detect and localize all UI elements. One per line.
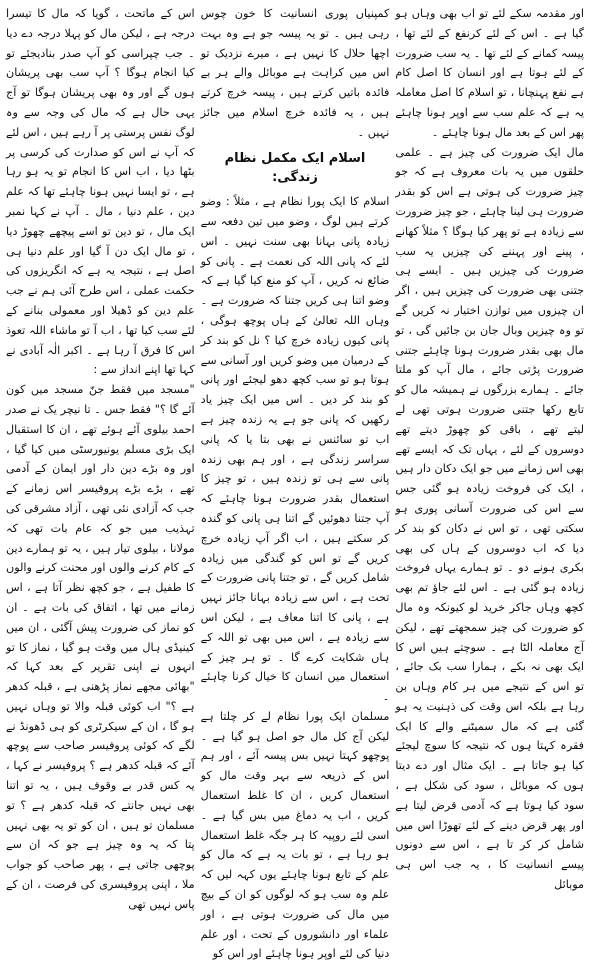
section-heading: اسلام ایک مکمل نظام زندگی: — [224, 150, 366, 186]
paragraph: اسلام کا ایک پورا نظام ہے ، مثلاً : وضو کرتے ہیں لوگ ، وضو میں تین دفعہ سے زیادہ پانی بہانا بھی سنت نہیں ۔ اس لئے کہ پانی اللہ کی نعمت ہے ۔ پانی کو ضائع نہ کریں ، آپ کو منع کیا گیا ہے کہ وضو اتنا ہی کریں جتنا کہ ضرورت ہے ۔ وہاں اللہ تعالیٰ کے ہاں پوچھ ہوگی ، پانی کیوں زیادہ خرچ کیا ؟ نل کو بند کر کے درمیان میں وضو کریں اور آسانی سے ہوتا ہو تو سب کچھ دھو لیجئے اور پانی کو بند کر دیں ۔ اس میں ایک چیز یاد رکھیں کہ پانی جو ہے یہ زندہ چیز ہے اب تو سائنس نے بھی بتا یا کہ پانی سراسر زندگی ہے ، اور ہم بھی زندہ پانی سے ہی تو زندہ ہیں ، تو چیز کا استعمال بقدر ضرورت ہونا چاہئے کہ آپ جتنا دھوئیں گے اتنا ہی پانی کو گندہ کر سکتے ہیں ، اب اگر آپ زیادہ خرچ کریں گے تو اس کو گندگی میں زیادہ شامل کریں گے ، تو جتنا پانی ضرورت کے تحت ہے ، اس سے زیادہ بہانا جائز نہیں ہے ، پانی کا اتنا معاف ہے ، لیکن اس سے زیادہ ہے ، اس میں بھی تو اللہ کے ہاں شکایت کرے گا ۔ تو ہر چیز کے استعمال میں انسان کا خیال کرنا چاہئے ۔ — [200, 195, 390, 704]
text-columns — [5, 4, 584, 961]
paragraph: مسلمان ایک پورا نظام لے کر چلتا ہے لیکن آج کل مال جو اصل ہو گیا ہے ۔ پوچھو کہتا نہیں بس پیسہ آئے ، اور ہم اس کے ذریعہ سے بہر وقت مال کو استعمال کریں ، ان کا غلط استعمال کریں ، اب یہ دماغ میں بس گیا ہے ۔ اسی لئے روپیہ کا ہر جگہ غلط استعمال ہو رہا ہے ، تو بات یہ ہے کہ مال کو علم کے تابع ہونا چاہئے یوں کہہ لیں کہ علم وہ سب ہو کہ لوگوں کو ان کے بیچ میں مال کی ضرورت ہوتی ہے ، اور علماء اور دانشوروں کے تحت ، اور علم دنیا کی لئے اوپر ہونا چاہئے اور اس کو — [200, 709, 390, 961]
column-left — [5, 4, 195, 911]
paragraph: کمپنیاں پوری انسانیت کا خون چوس رہی ہیں ۔ تو یہ پیسہ جو ہے وہ بہت اچھا حلال کا نہیں ہے ، میرے نزدیک تو اس میں کراہت ہے موبائل والے ہر بے فائدہ باتیں کرتے ہیں ، پیسہ خرچ کرتے ہیں ، یہ فائدہ خرچ اسلام میں جائز نہیں ۔ — [200, 7, 390, 139]
paragraph: اور مقدمہ سکے لئے تو اب بھی وہاں ہو گیا ہے ۔ اس کے لئے کرنفع کے لئے تھا ، پیسہ کمانے کے لئے تھا ۔ یہ سب ضرورت کے لئے ہوتا ہے اور انسان کا اصل کام ہے نفع پہنچانا ، تو اسلام کا اصل معاملہ یہ ہے کہ علم سب سے اوپر ہونا چاہئے پھر اس کے بعد مال ہونا چاہئے ۔ — [395, 7, 584, 139]
paragraph: "مسجد میں فقط جنّ مسجد میں کون آئے گا ؟" فقط جس ۔ تا نیچر یک نے صدر احمد بیلوی آئے ہوئے تھے ، ان کا استقبال ایک بڑی مسلم یونیورسٹی میں کیا گیا ، اور وہ بڑے دین دار اور ایمان کے آدمی تھے ، بڑے بڑے پروفیسر اس زمانے کے جب کہ آزادی نئی تھی ، آزاد مشرقی کی تہذیب میں جو کہ عام بات تھی کہ مولانا ، بیلوی تیار ہیں ، یہ تو ہمارے دین کے کام کرنے والوں اور محنت کرنے والوں کا طفیل ہے ، جو کچھ نظر آتا ہے ، اس زمانے میں تھا ، اتفاق کی بات ہے ۔ ان کو نماز کی ضرورت پیش آگئی ، ان میں کینیڈی ہال میں وقت ہو گیا ، نماز کا تو انہوں نے اپنی تقریر کے بعد کہا کہ "بھائی مجھے نماز پڑھنی ہے ، قبلہ کدھر ہے ؟" اب کوئی قبلہ والا تو وہاں نہیں ہو گا ، ان کے سیکرٹری کو ہی ڈھونڈ نے لگے کہ کوئی پروفیسر صاحب سے پوچھ آئے کہ قبلہ کدھر ہے ؟ پروفیسر نے کہا ، یہ کس قدر بے وقوف ہیں ، یہ تو اتنا بھی نہیں جانتے کہ قبلہ کدھر ہے ؟ تو مسلمان تو ہیں ، ان کو تو یہ بھی نہیں پتا کہ یہ وہ چیز ہے جو کہ ان سے پوچھی جاتی ہے ، پھر صاحب کو جواب ملا ، اپنی پروفیسری کی فرصت ، ان کے پاس نہیں تھی — [5, 383, 195, 911]
column-middle — [200, 4, 390, 961]
column-right — [395, 4, 584, 892]
paragraph: مال ایک ضرورت کی چیز ہے ۔ علمی حلقوں میں یہ بات معروف ہے کہ جو چیز ضرورت کی ہوتی ہے اس کو بقدر ضرورت ہی لینا چاہئے ، جو چیز ضرورت سے زیادہ ہے تو پھر کیا ہوگا ؟ مثلاً کھانے ، پینے اور پہننے کی چیزیں یہ سب ضرورت کی چیزیں ہیں ۔ ایسے ہی جتنی بھی ضرورت کی چیزیں ہیں ، اگر ان چیزوں میں توازن اختیار نہ کریں گے تو وہ چیزیں وبال جان بن جائیں گی ، تو مال بھی بقدر ضرورت ہونا چاہئے جتنی ضرورت پڑتی جائے ، مال آپ کو ملتا جائے ۔ ہمارے بزرگوں نے ہمیشہ مال کو تابع رکھا جتنی ضرورت ہوتی تھی لے لیتے تھے ، باقی کو چھوڑ دیتے تھے دوسروں کے لئے ، یہاں تک کہ ایسے تھے بھی اس زمانے میں جو ایک دکان دار ہیں ، ایک کی فروخت زیادہ ہو گئی جس سے اس کی ضرورت آسانی پوری ہو سکتی تھی ، تو اس نے دکان کو بند کر دیا کہ اب دوسروں کے ہاں کی بھی بکری ہونے دو ۔ تو ہمارے یہاں فروخت زیادہ ہو گئی ہے ۔ اس لئے جاؤ تم بھی کچھ وہاں جاکر خرید لو کیونکہ وہ مال کو ضرورت کی چیز سمجھتے تھے ، لیکن آج معاملہ الٹا ہے ۔ سوچتے ہیں اس کا ایک بھی نہ بکے ، ہمارا سب بک جائے ، تو اس کے نتیجے میں ہر کام وہاں بن رہا ہے بلکہ اس وقت کی ذہنیت یہ ہو گئی ہے کہ مال سمیٹنے والے کا ایک فقرہ کہتا ہوں کہ نتیجہ کا سوچ لیجئے کیا ہو جاتا ہے ۔ ایک مثال اور دے دیتا ہوں کہ موبائل ، سود کی شکل ہے ، سود کیا ہوتا ہے کہ آدمی قرض لیتا ہے اور پھر قرض دینے کے لئے تھوڑا اس میں شامل کر کر تا ہے ، اس سے دونوں پیسے انسانیت کا ، یہ جب اس ہی موبائل — [395, 145, 584, 892]
paragraph: اس کے ماتحت ، گویا کہ مال کا تیسرا درجہ ہے ، لیکن مال کو پہلا درجہ دے دیا ۔ جب چپراسی کو آپ صدر بنادیجئے تو کیا انجام ہوگا ؟ آپ سب بھی پریشان ہوں گے اور وہ بھی پریشان ہوگا تو آج یہی حال ہے کہ مال کی وجہ سے وہ لوگ نفس پرستی پر آ رہے ہیں ، اس لئے کہ آپ نے اس کو صدارت کی کرسی پر بٹھا دیا ، اب اس کا انجام تو یہ ہو رہا ہے ، تو ایسا نہیں ہونا چاہئے تھا کہ علم دین ، علم دنیا ، مال ۔ آپ نے کہا نمبر ایک مال ، تو دین تو اسے پیچھے چھوڑ دیا ، تو مال ایک دن آ گیا اور علم دنیا ہی اصل ہے ، نتیجہ یہ ہے کہ انگریزوں کی حکمت عملی ، اس طرح آئی ہم نے جب علم دین کو ڈھیلا اور معمولی بنانے کے لئے سب کیا تھا ، اب آ تو ماشاء اللہ تعوذ اس کا فرق آ رہا ہے ۔ اکبر الٰہ آبادی نے کہا تھا اپنے انداز سے : — [5, 7, 195, 377]
